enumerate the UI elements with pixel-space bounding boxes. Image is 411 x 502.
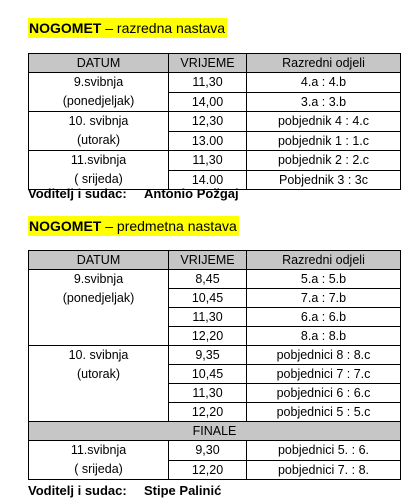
match-cell: pobjednici 5. : 6. — [247, 441, 401, 461]
section-title-predmetna — [28, 216, 239, 236]
time-cell: 11,30 — [169, 384, 247, 403]
final-header-row — [29, 422, 401, 441]
match-cell: Pobjednik 3 : 3c — [247, 170, 401, 190]
title-subtitle: – predmetna nastava — [101, 218, 237, 234]
match-cell: 3.a : 3.b — [247, 92, 401, 112]
table-row — [29, 441, 401, 461]
match-cell: 6.a : 6.b — [247, 308, 401, 327]
time-cell: 10,45 — [169, 289, 247, 308]
match-cell: 4.a : 4.b — [247, 73, 401, 93]
referee-name: Stipe Palinić — [144, 483, 222, 498]
time-cell: 11,30 — [169, 73, 247, 93]
header-odjeli: Razredni odjeli — [247, 54, 401, 73]
time-cell: 12,20 — [169, 327, 247, 346]
match-cell: pobjednici 6 : 6.c — [247, 384, 401, 403]
table-row — [29, 270, 401, 289]
header-datum: DATUM — [29, 251, 169, 270]
date-cell: 9.svibnja (ponedjeljak) — [29, 270, 169, 346]
title-sport: NOGOMET — [29, 218, 102, 234]
match-cell: pobjednici 5 : 5.c — [247, 403, 401, 422]
time-cell: 9,30 — [169, 441, 247, 461]
time-cell: 11,30 — [169, 151, 247, 171]
header-datum: DATUM — [29, 54, 169, 73]
match-cell: 5.a : 5.b — [247, 270, 401, 289]
section-title-razredna — [28, 18, 227, 38]
match-cell: pobjednik 4 : 4.c — [247, 112, 401, 132]
match-cell: pobjednik 1 : 1.c — [247, 131, 401, 151]
referee-line-predmetna — [28, 483, 222, 498]
match-cell: 8.a : 8.b — [247, 327, 401, 346]
table-header-row — [29, 54, 401, 73]
table-row — [29, 112, 401, 132]
match-cell: 7.a : 7.b — [247, 289, 401, 308]
time-cell: 12,20 — [169, 403, 247, 422]
date-cell: 10. svibnja (utorak) — [29, 112, 169, 151]
header-vrijeme: VRIJEME — [169, 251, 247, 270]
schedule-table-razredna — [28, 53, 401, 190]
match-cell: pobjednik 2 : 2.c — [247, 151, 401, 171]
time-cell: 12,30 — [169, 112, 247, 132]
date-cell: 11.svibnja ( srijeda) — [29, 151, 169, 190]
match-cell: pobjednici 8 : 8.c — [247, 346, 401, 365]
title-subtitle: – razredna nastava — [101, 20, 226, 36]
referee-line-razredna — [28, 186, 239, 201]
table-row — [29, 346, 401, 365]
time-cell: 12,20 — [169, 460, 247, 480]
referee-label: Voditelj i sudac: — [28, 186, 127, 201]
match-cell: pobjednici 7 : 7.c — [247, 365, 401, 384]
time-cell: 10,45 — [169, 365, 247, 384]
date-cell: 9.svibnja (ponedjeljak) — [29, 73, 169, 112]
referee-label: Voditelj i sudac: — [28, 483, 127, 498]
table-row — [29, 151, 401, 171]
time-cell: 14.00 — [169, 170, 247, 190]
title-sport: NOGOMET — [29, 20, 102, 36]
date-cell: 11.svibnja ( srijeda) — [29, 441, 169, 480]
table-row — [29, 73, 401, 93]
header-vrijeme: VRIJEME — [169, 54, 247, 73]
match-cell: pobjednici 7. : 8. — [247, 460, 401, 480]
date-cell: 10. svibnja (utorak) — [29, 346, 169, 422]
header-odjeli: Razredni odjeli — [247, 251, 401, 270]
table-header-row — [29, 251, 401, 270]
time-cell: 14,00 — [169, 92, 247, 112]
time-cell: 8,45 — [169, 270, 247, 289]
time-cell: 9,35 — [169, 346, 247, 365]
referee-name: Antonio Požgaj — [144, 186, 239, 201]
time-cell: 13.00 — [169, 131, 247, 151]
final-label: FINALE — [29, 422, 401, 441]
time-cell: 11,30 — [169, 308, 247, 327]
schedule-table-predmetna — [28, 250, 401, 480]
